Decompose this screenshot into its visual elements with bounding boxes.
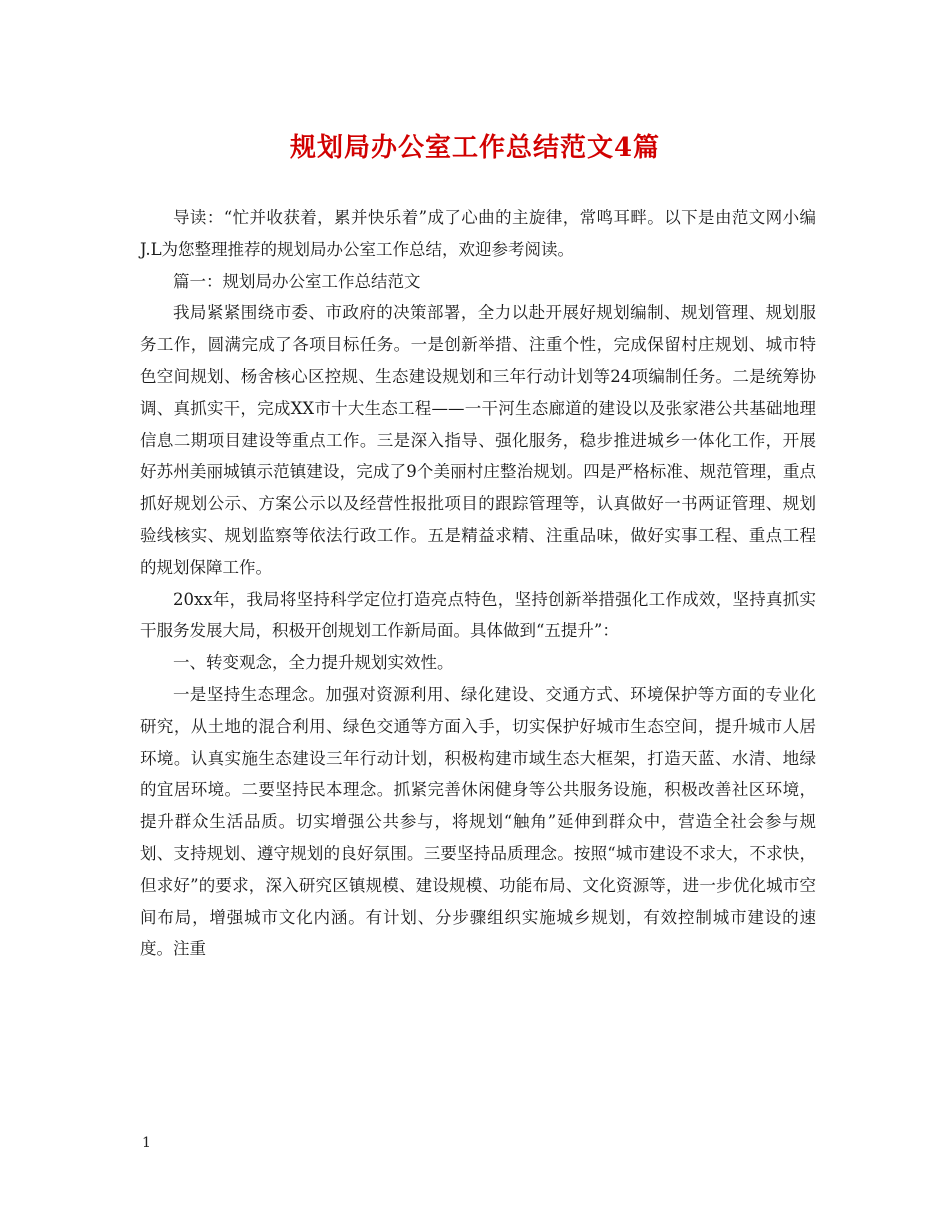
paragraph-intro: 导读：“忙并收获着，累并快乐着”成了心曲的主旋律，常鸣耳畔。以下是由范文网小编J.L为您整理推荐的规划局办公室工作总结，欢迎参考阅读。 <box>140 208 816 259</box>
document-title: 规划局办公室工作总结范文4篇 <box>289 133 661 163</box>
paragraph-subheading: 一、转变观念，全力提升规划实效性。 <box>173 653 454 673</box>
document-body <box>140 202 816 965</box>
paragraph-details: 一是坚持生态理念。加强对资源利用、绿化建设、交通方式、环境保护等方面的专业化研究，从土地的混合利用、绿色交通等方面入手，切实保护好城市生态空间，提升城市人居环境。认真实施生态建设三年行动计划，积极构建市域生态大框架，打造天蓝、水清、地绿的宜居环境。二要坚持民本理念。抓紧完善休闲健身等公共服务设施，积极改善社区环境，提升群众生活品质。切实增强公共参与，将规划“触角”延伸到群众中，营造全社会参与规划、支持规划、遵守规划的良好氛围。三要坚持品质理念。按照“城市建设不求大，不求快，但求好”的要求，深入研究区镇规模、建设规模、功能布局、文化资源等，进一步优化城市空间布局，增强城市文化内涵。有计划、分步骤组织实施城乡规划，有效控制城市建设的速度。注重 <box>140 684 816 959</box>
paragraph-section-heading: 篇一：规划局办公室工作总结范文 <box>173 271 421 291</box>
paragraph-summary: 我局紧紧围绕市委、市政府的决策部署，全力以赴开展好规划编制、规划管理、规划服务工作，圆满完成了各项目标任务。一是创新举措、注重个性，完成保留村庄规划、城市特色空间规划、杨舍核心区控规、生态建设规划和三年行动计划等24项编制任务。二是统筹协调、真抓实干，完成XX市十大生态工程——一干河生态廊道的建设以及张家港公共基础地理信息二期项目建设等重点工作。三是深入指导、强化服务，稳步推进城乡一体化工作，开展好苏州美丽城镇示范镇建设，完成了9个美丽村庄整治规划。四是严格标准、规范管理，重点抓好规划公示、方案公示以及经营性报批项目的跟踪管理等，认真做好一书两证管理、规划验线核实、规划监察等依法行政工作。五是精益求精、注重品味，做好实事工程、重点工程的规划保障工作。 <box>140 303 816 577</box>
page-number: 1 <box>142 1135 151 1151</box>
paragraph-plan: 20xx年，我局将坚持科学定位打造亮点特色，坚持创新举措强化工作成效，坚持真抓实干服务发展大局，积极开创规划工作新局面。具体做到“五提升”： <box>140 589 816 641</box>
